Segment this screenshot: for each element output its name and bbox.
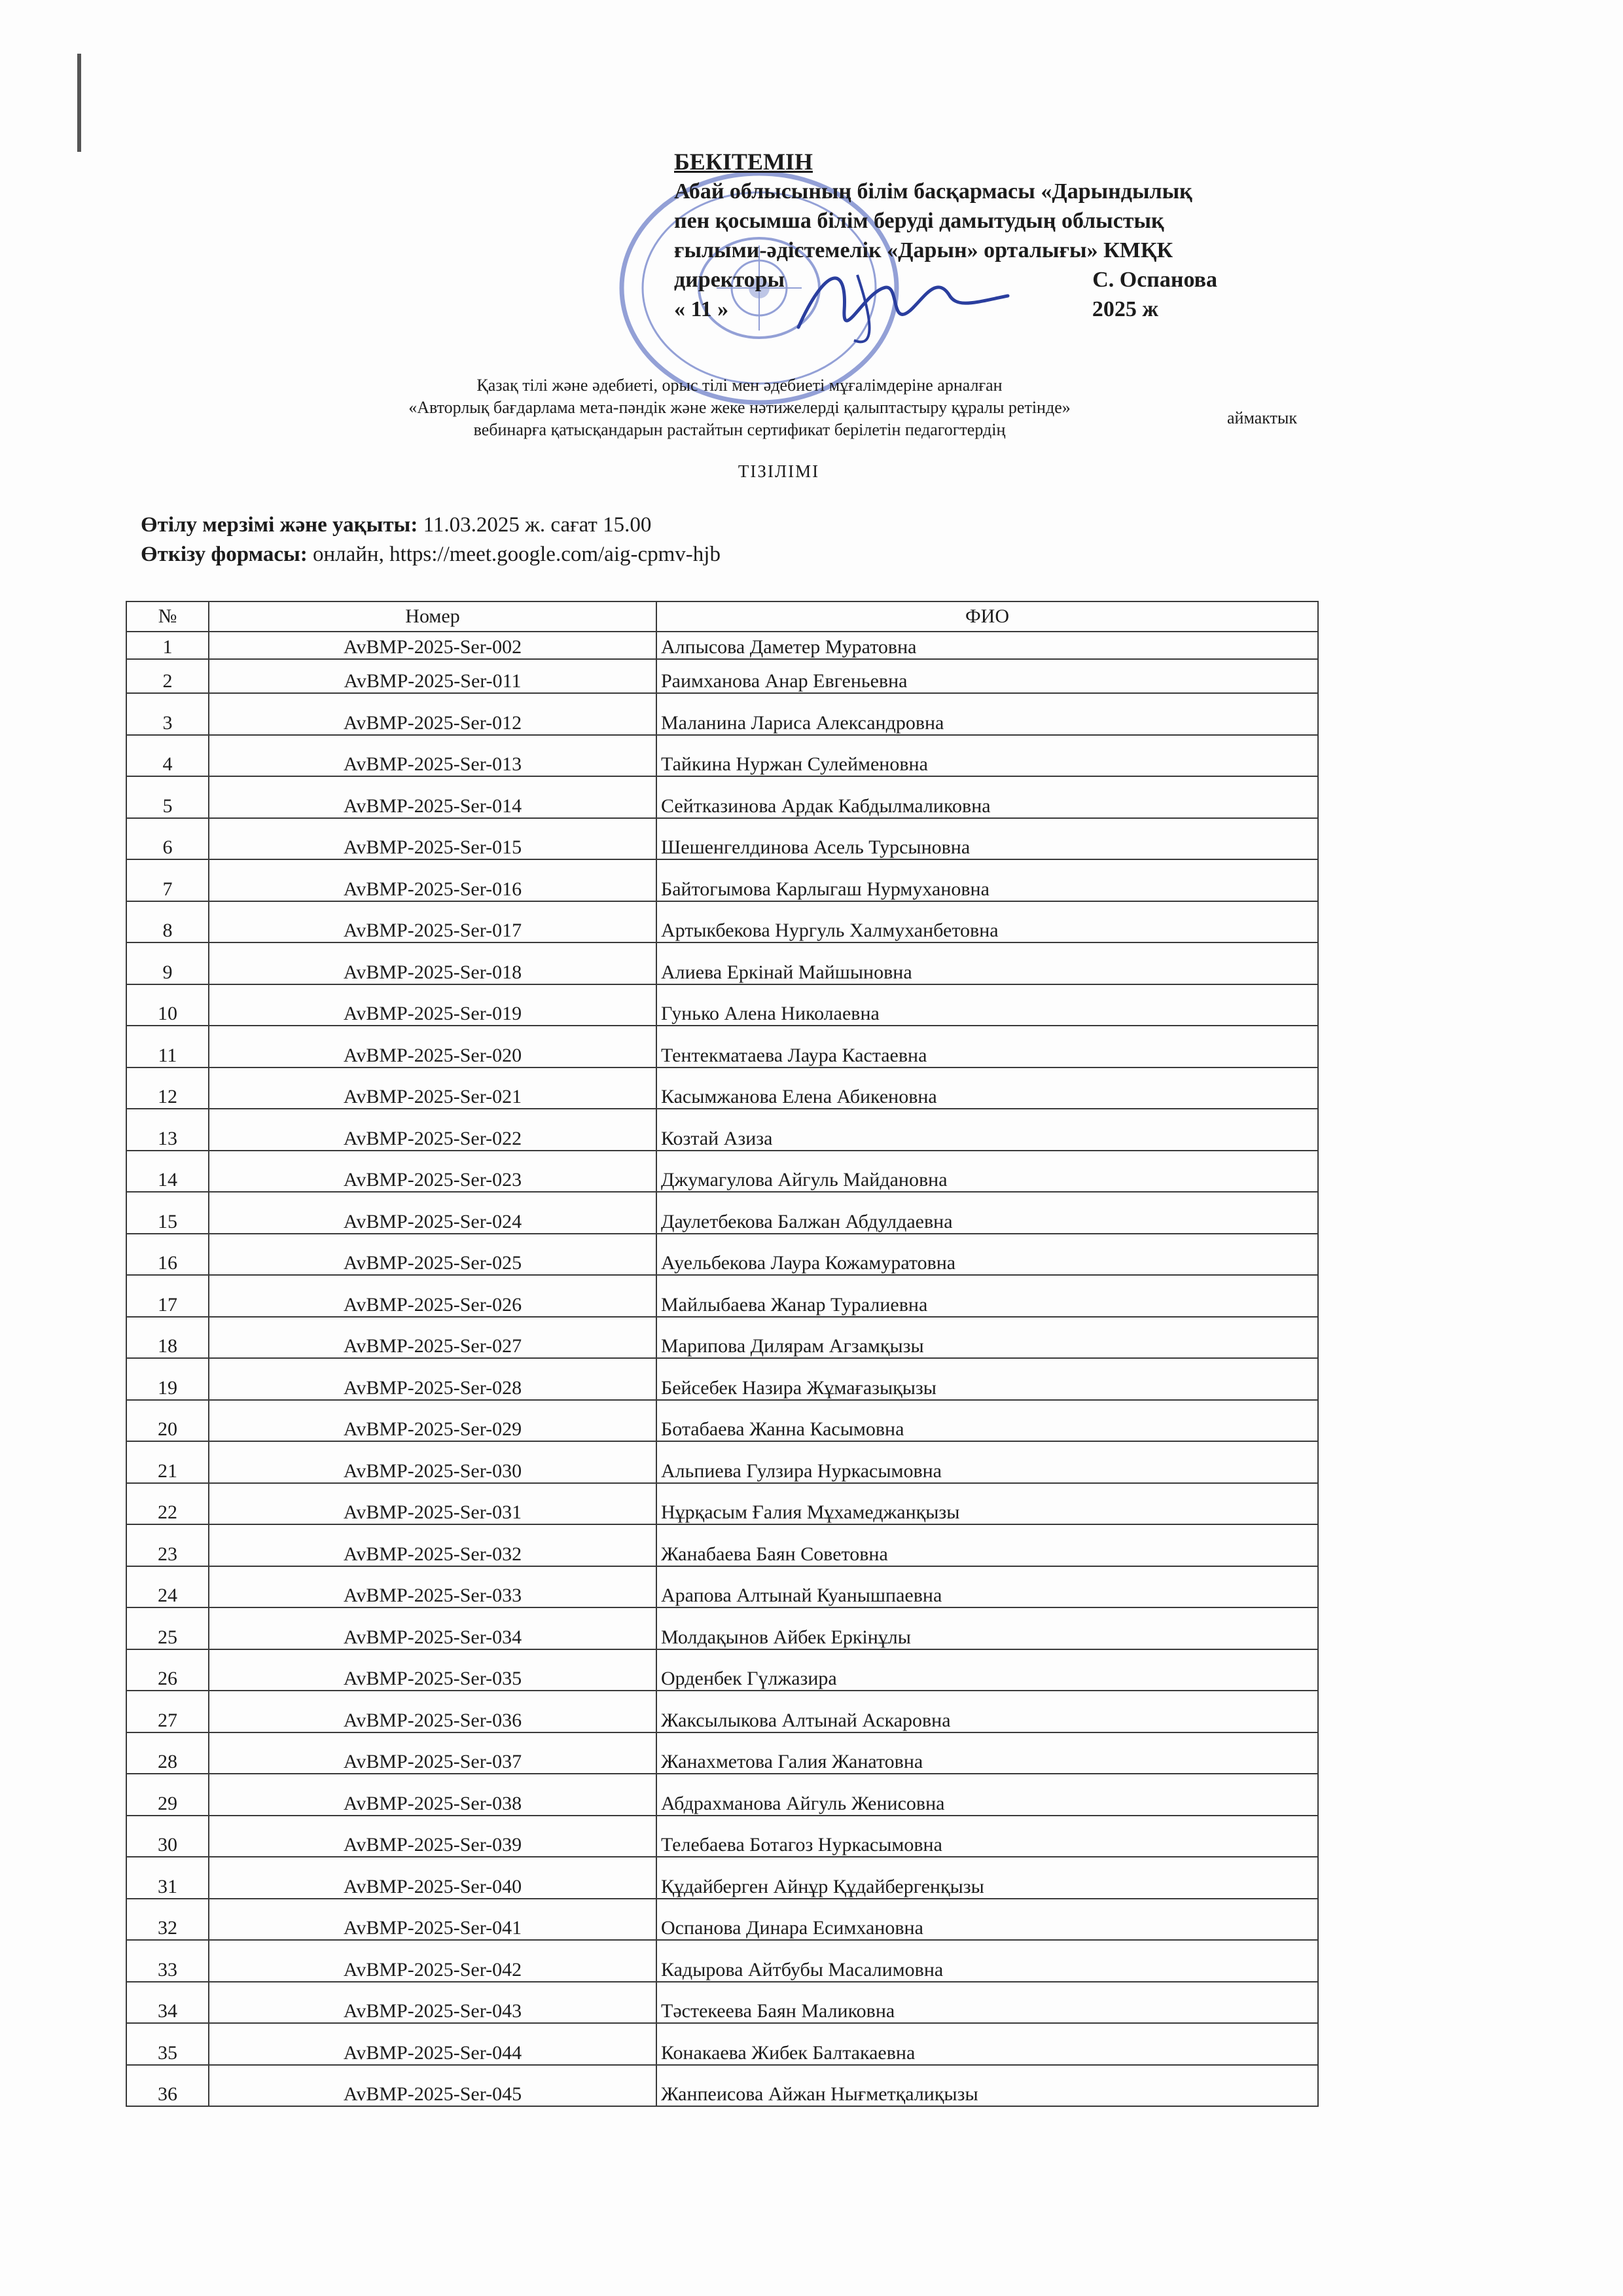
table-row (126, 901, 1318, 943)
table-row (126, 1524, 1318, 1566)
table-row (126, 1691, 1318, 1732)
approval-year: 2025 ж (1092, 297, 1158, 321)
row-number: 15 (126, 1192, 209, 1234)
row-number: 21 (126, 1441, 209, 1483)
approval-date: « 11 » (674, 297, 729, 321)
table-row (126, 1940, 1318, 1982)
header-number: № (126, 601, 209, 632)
row-code: AvBMP-2025-Ser-032 (209, 1524, 656, 1566)
intro-line-1: Қазақ тілі және әдебиеті, орыс тілі мен әдебиеті мұғалімдеріне арналған (476, 376, 1003, 395)
row-name: Альпиева Гулзира Нуркасымовна (656, 1441, 1318, 1483)
row-number: 23 (126, 1524, 209, 1566)
row-name: Арапова Алтынай Куанышпаевна (656, 1566, 1318, 1608)
scan-edge-mark (77, 54, 81, 152)
table-row (126, 2065, 1318, 2107)
table-row (126, 1649, 1318, 1691)
approval-block (674, 147, 1263, 324)
row-code: AvBMP-2025-Ser-018 (209, 942, 656, 984)
row-number: 19 (126, 1358, 209, 1400)
row-name: Козтай Азиза (656, 1109, 1318, 1151)
approval-line-3: ғылыми-әдістемелік «Дарын» орталығы» КМҚК (674, 238, 1173, 262)
row-number: 12 (126, 1067, 209, 1109)
row-code: AvBMP-2025-Ser-037 (209, 1732, 656, 1774)
table-row (126, 1151, 1318, 1193)
row-name: Жанпеисова Айжан Нығметқалиқызы (656, 2065, 1318, 2107)
participants-table (126, 601, 1319, 2107)
row-number: 2 (126, 659, 209, 693)
date-row (674, 295, 1217, 324)
row-code: AvBMP-2025-Ser-016 (209, 859, 656, 901)
row-code: AvBMP-2025-Ser-036 (209, 1691, 656, 1732)
row-number: 24 (126, 1566, 209, 1608)
row-name: Абдрахманова Айгуль Женисовна (656, 1774, 1318, 1816)
director-label: директоры (674, 268, 785, 292)
row-code: AvBMP-2025-Ser-019 (209, 984, 656, 1026)
row-number: 32 (126, 1899, 209, 1941)
row-name: Ауельбекова Лаура Кожамуратовна (656, 1234, 1318, 1276)
table-row (126, 1899, 1318, 1941)
meta-format-label: Өткізу формасы: (141, 543, 308, 566)
row-code: AvBMP-2025-Ser-028 (209, 1358, 656, 1400)
row-name: Алпысова Даметер Муратовна (656, 632, 1318, 659)
table-row (126, 1732, 1318, 1774)
row-name: Телебаева Ботагоз Нуркасымовна (656, 1816, 1318, 1857)
table-row (126, 1317, 1318, 1359)
row-code: AvBMP-2025-Ser-040 (209, 1857, 656, 1899)
row-code: AvBMP-2025-Ser-043 (209, 1982, 656, 2024)
meta-format-row (141, 540, 721, 569)
table-row (126, 818, 1318, 860)
table-row (126, 632, 1318, 659)
table-row (126, 1774, 1318, 1816)
row-number: 22 (126, 1483, 209, 1525)
table-row (126, 1275, 1318, 1317)
row-number: 4 (126, 735, 209, 777)
table-row (126, 1566, 1318, 1608)
row-code: AvBMP-2025-Ser-022 (209, 1109, 656, 1151)
header-code: Номер (209, 601, 656, 632)
row-number: 16 (126, 1234, 209, 1276)
row-number: 33 (126, 1940, 209, 1982)
row-number: 10 (126, 984, 209, 1026)
row-number: 18 (126, 1317, 209, 1359)
approval-line-2: пен қосымша білім беруді дамытудың облыстық (674, 209, 1164, 233)
table-row (126, 1607, 1318, 1649)
row-name: Шешенгелдинова Асель Турсыновна (656, 818, 1318, 860)
row-name: Кадырова Айтбубы Масалимовна (656, 1940, 1318, 1982)
table-row (126, 776, 1318, 818)
row-number: 3 (126, 693, 209, 735)
row-number: 13 (126, 1109, 209, 1151)
intro-regional: аймактык (1227, 408, 1298, 427)
table-row (126, 659, 1318, 693)
row-number: 14 (126, 1151, 209, 1193)
meta-format-value: онлайн, https://meet.google.com/aig-cpmv-hjb (307, 543, 721, 566)
table-row (126, 1857, 1318, 1899)
row-name: Жанабаева Баян Советовна (656, 1524, 1318, 1566)
row-code: AvBMP-2025-Ser-026 (209, 1275, 656, 1317)
intro-line-2: «Авторлық бағдарлама мета-пәндік және жеке нәтижелерді қалыптастыру құралы ретінде» (408, 398, 1071, 417)
row-code: AvBMP-2025-Ser-023 (209, 1151, 656, 1193)
approval-line-1: Абай облысының білім басқармасы «Дарындылық (674, 179, 1192, 204)
row-code: AvBMP-2025-Ser-045 (209, 2065, 656, 2107)
table-row (126, 1109, 1318, 1151)
row-code: AvBMP-2025-Ser-012 (209, 693, 656, 735)
row-code: AvBMP-2025-Ser-024 (209, 1192, 656, 1234)
row-name: Орденбек Гүлжазира (656, 1649, 1318, 1691)
row-name: Ботабаева Жанна Касымовна (656, 1400, 1318, 1442)
table-row (126, 1358, 1318, 1400)
row-number: 26 (126, 1649, 209, 1691)
row-code: AvBMP-2025-Ser-030 (209, 1441, 656, 1483)
row-number: 20 (126, 1400, 209, 1442)
row-number: 27 (126, 1691, 209, 1732)
row-name: Даулетбекова Балжан Абдулдаевна (656, 1192, 1318, 1234)
row-code: AvBMP-2025-Ser-033 (209, 1566, 656, 1608)
row-number: 9 (126, 942, 209, 984)
row-name: Раимханова Анар Евгеньевна (656, 659, 1318, 693)
row-code: AvBMP-2025-Ser-002 (209, 632, 656, 659)
row-code: AvBMP-2025-Ser-021 (209, 1067, 656, 1109)
row-code: AvBMP-2025-Ser-013 (209, 735, 656, 777)
row-number: 34 (126, 1982, 209, 2024)
row-code: AvBMP-2025-Ser-015 (209, 818, 656, 860)
table-row (126, 1816, 1318, 1857)
row-name: Оспанова Динара Есимхановна (656, 1899, 1318, 1941)
row-name: Марипова Дилярам Агзамқызы (656, 1317, 1318, 1359)
director-row (674, 265, 1217, 295)
row-number: 5 (126, 776, 209, 818)
row-number: 17 (126, 1275, 209, 1317)
table-row (126, 1067, 1318, 1109)
list-title: ТІЗІЛІМІ (738, 461, 820, 481)
meta-time-label: Өтілу мерзімі және уақыты: (141, 513, 418, 537)
meta-time-row (141, 511, 721, 540)
row-name: Маланина Лариса Александровна (656, 693, 1318, 735)
row-code: AvBMP-2025-Ser-011 (209, 659, 656, 693)
table-row (126, 2023, 1318, 2065)
row-name: Конакаева Жибек Балтакаевна (656, 2023, 1318, 2065)
row-number: 29 (126, 1774, 209, 1816)
row-code: AvBMP-2025-Ser-038 (209, 1774, 656, 1816)
table-row (126, 1026, 1318, 1067)
row-name: Гунько Алена Николаевна (656, 984, 1318, 1026)
event-meta (141, 511, 721, 569)
row-number: 8 (126, 901, 209, 943)
row-code: AvBMP-2025-Ser-014 (209, 776, 656, 818)
table-row (126, 1400, 1318, 1442)
row-number: 6 (126, 818, 209, 860)
meta-time-value: 11.03.2025 ж. сағат 15.00 (418, 513, 652, 537)
row-name: Жаксылыкова Алтынай Аскаровна (656, 1691, 1318, 1732)
row-code: AvBMP-2025-Ser-044 (209, 2023, 656, 2065)
row-name: Бейсебек Назира Жұмағазықызы (656, 1358, 1318, 1400)
row-name: Сейтказинова Ардак Кабдылмаликовна (656, 776, 1318, 818)
row-name: Тайкина Нуржан Сулейменовна (656, 735, 1318, 777)
table-row (126, 1234, 1318, 1276)
row-name: Тентекматаева Лаура Кастаевна (656, 1026, 1318, 1067)
table-header-row (126, 601, 1318, 632)
row-code: AvBMP-2025-Ser-029 (209, 1400, 656, 1442)
row-name: Нұрқасым Ғалия Мұхамеджанқызы (656, 1483, 1318, 1525)
row-number: 25 (126, 1607, 209, 1649)
row-number: 30 (126, 1816, 209, 1857)
row-number: 36 (126, 2065, 209, 2107)
row-name: Артыкбекова Нургуль Халмуханбетовна (656, 901, 1318, 943)
row-code: AvBMP-2025-Ser-017 (209, 901, 656, 943)
header-name: ФИО (656, 601, 1318, 632)
table-row (126, 693, 1318, 735)
table-row (126, 1982, 1318, 2024)
table-row (126, 1192, 1318, 1234)
row-number: 28 (126, 1732, 209, 1774)
row-name: Жанахметова Галия Жанатовна (656, 1732, 1318, 1774)
row-name: Касымжанова Елена Абикеновна (656, 1067, 1318, 1109)
table-row (126, 735, 1318, 777)
row-code: AvBMP-2025-Ser-034 (209, 1607, 656, 1649)
row-code: AvBMP-2025-Ser-042 (209, 1940, 656, 1982)
row-number: 7 (126, 859, 209, 901)
intro-text (164, 374, 1315, 441)
row-name: Майлыбаева Жанар Туралиевна (656, 1275, 1318, 1317)
row-number: 35 (126, 2023, 209, 2065)
table-row (126, 984, 1318, 1026)
intro-line-3: вебинарға қатысқандарын растайтын сертификат берілетін педагогтердің (473, 420, 1006, 439)
row-name: Тәстекеева Баян Маликовна (656, 1982, 1318, 2024)
row-code: AvBMP-2025-Ser-020 (209, 1026, 656, 1067)
director-name: С. Оспанова (1092, 268, 1217, 292)
row-name: Алиева Еркінай Майшыновна (656, 942, 1318, 984)
row-number: 11 (126, 1026, 209, 1067)
row-number: 1 (126, 632, 209, 659)
row-number: 31 (126, 1857, 209, 1899)
approval-title: БЕКІТЕМІН (674, 149, 813, 175)
row-name: Құдайберген Айнұр Құдайбергенқызы (656, 1857, 1318, 1899)
row-code: AvBMP-2025-Ser-035 (209, 1649, 656, 1691)
row-name: Байтогымова Карлыгаш Нурмухановна (656, 859, 1318, 901)
row-code: AvBMP-2025-Ser-039 (209, 1816, 656, 1857)
row-code: AvBMP-2025-Ser-031 (209, 1483, 656, 1525)
table-row (126, 859, 1318, 901)
table-row (126, 942, 1318, 984)
row-name: Джумагулова Айгуль Майдановна (656, 1151, 1318, 1193)
table-row (126, 1441, 1318, 1483)
row-code: AvBMP-2025-Ser-025 (209, 1234, 656, 1276)
row-name: Молдақынов Айбек Еркінұлы (656, 1607, 1318, 1649)
table-row (126, 1483, 1318, 1525)
row-code: AvBMP-2025-Ser-041 (209, 1899, 656, 1941)
row-code: AvBMP-2025-Ser-027 (209, 1317, 656, 1359)
